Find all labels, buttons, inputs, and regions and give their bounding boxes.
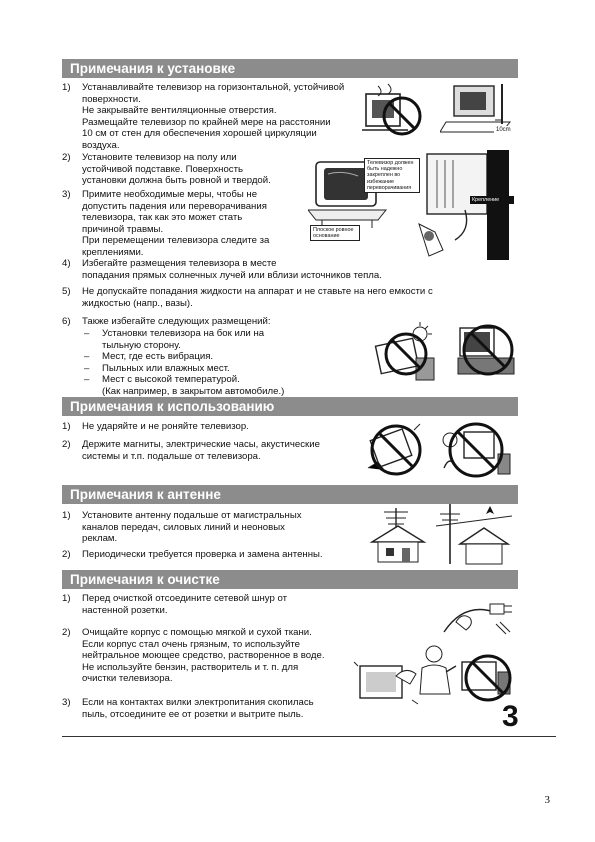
antenna-item-2	[62, 549, 362, 561]
illustration-dust-humidity	[452, 318, 522, 382]
section-title-antenna: Примечания к антенне	[62, 485, 518, 504]
item-number: 3)	[62, 697, 71, 708]
item-number: 1)	[62, 82, 71, 93]
section-title-cleaning: Примечания к очистке	[62, 570, 518, 589]
item-number: 4)	[62, 258, 71, 269]
item-number: 6)	[62, 316, 71, 327]
install-item-5	[62, 286, 482, 309]
cleaning-item-3	[62, 697, 362, 720]
install-subitem: – Установки телевизора на бок или на тыльную сторону.	[84, 328, 265, 351]
item-text: Не допускайте попадания жидкости на аппарат и не ставьте на него емкости с жидкостью (напр., вазы).	[82, 286, 433, 309]
callout-wall: Крепление	[470, 196, 514, 204]
callout-distance: 10cm	[496, 127, 511, 133]
install-subitem: – Мест с высокой температурой. (Как например, в закрытом автомобиле.)	[84, 374, 285, 397]
cleaning-item-1	[62, 593, 362, 616]
item-number: 2)	[62, 627, 71, 638]
install-item-3	[62, 189, 302, 259]
item-number: 3)	[62, 189, 71, 200]
item-text: Перед очисткой отсоедините сетевой шнур от настенной розетки.	[82, 593, 287, 616]
cleaning-item-2	[62, 627, 362, 685]
item-text: Установите телевизор на полу или устойчивой подставке. Поверхность установки должна быть ровной и твердой.	[82, 152, 271, 187]
install-item-2	[62, 152, 302, 187]
install-item-1	[62, 82, 372, 152]
illustration-antenna-lines	[436, 504, 512, 568]
item-text: Установите антенну подальше от магистральных каналов передач, силовых линий и неоновых реклам.	[82, 510, 302, 545]
section-title-usage: Примечания к использованию	[62, 397, 518, 416]
page-number: 3	[544, 794, 550, 806]
install-subitem: – Мест, где есть вибрация.	[84, 351, 214, 362]
footer-divider	[62, 736, 556, 737]
item-number: 5)	[62, 286, 71, 297]
item-text: Держите магниты, электрические часы, акустические системы и т.п. подальше от телевизора.	[82, 439, 320, 462]
callout-tv-fix: Телевизор должен быть надежно закреплен во избежание переворачивания	[364, 158, 420, 193]
illustration-no-impact	[362, 420, 432, 480]
install-subitem: – Пыльных или влажных мест.	[84, 363, 230, 374]
page-corner-mark: 3	[502, 700, 519, 733]
install-item-4	[62, 258, 482, 281]
usage-item-1	[62, 421, 362, 433]
illustration-unplug	[436, 592, 516, 648]
item-text: Также избегайте следующих размещений:	[82, 316, 271, 327]
item-text: Периодически требуется проверка и замена антенны.	[82, 549, 323, 560]
item-number: 1)	[62, 510, 71, 521]
item-number: 2)	[62, 152, 71, 163]
item-text: Избегайте размещения телевизора в месте попадания прямых солнечных лучей или вблизи источников тепла.	[82, 258, 382, 281]
item-text: Очищайте корпус с помощью мягкой и сухой ткани. Если корпус стал очень грязным, то используйте нейтральное моющее средство, растворенное в воде. Не используйте бензин, растворитель и т. п. для очистки телевизора.	[82, 627, 325, 685]
callout-flat-base: Плоское ровное основание	[310, 225, 360, 241]
illustration-no-solvent-person	[412, 642, 462, 702]
section-title-install: Примечания к установке	[62, 59, 518, 78]
antenna-item-1	[62, 510, 362, 545]
usage-item-2	[62, 439, 362, 462]
illustration-blocked-vents	[358, 80, 424, 142]
install-item-6	[62, 316, 322, 328]
illustration-antenna-house	[366, 506, 430, 566]
item-text: Если на контактах вилки электропитания скопилась пыль, отсоедините ее от розетки и вытрите пыль.	[82, 697, 314, 720]
item-number: 2)	[62, 549, 71, 560]
item-text: Не ударяйте и не роняйте телевизор.	[82, 421, 249, 432]
item-number: 1)	[62, 421, 71, 432]
item-number: 1)	[62, 593, 71, 604]
item-number: 2)	[62, 439, 71, 450]
illustration-sun-heat	[372, 322, 442, 382]
item-text: Примите необходимые меры, чтобы не допустить падения или переворачивания телевизора, так как это может стать причиной травмы. При перемещении телевизора следите за креплениями.	[82, 189, 270, 258]
illustration-magnets	[436, 418, 516, 482]
item-text: Устанавливайте телевизор на горизонтальной, устойчивой поверхности. Не закрывайте вентиляционные отверстия. Размещайте телевизор по крайней мере на расстоянии 10 см от стен для обеспечения хорошей циркуляции воздуха.	[82, 82, 345, 151]
illustration-no-benzine	[456, 650, 520, 706]
